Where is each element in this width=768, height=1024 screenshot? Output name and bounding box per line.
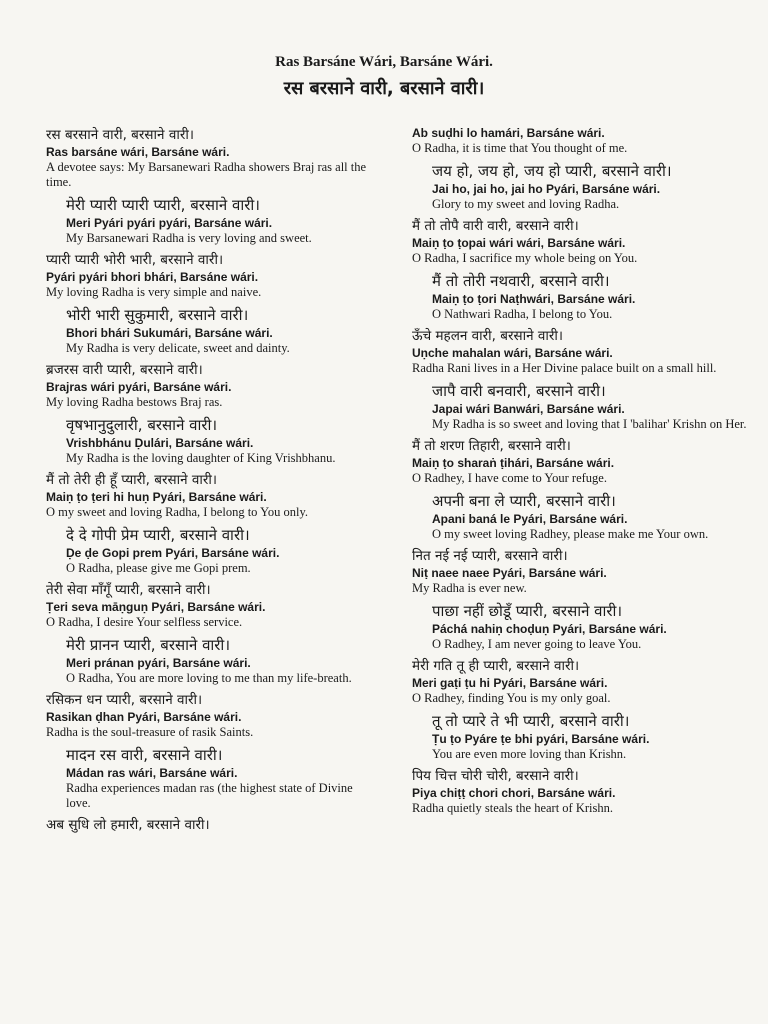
verse bbox=[412, 547, 762, 596]
verse-translation: My Barsanewari Radha is very loving and sweet. bbox=[66, 231, 312, 245]
verse-transliteration: Vrishbhánu Ḍulári, Barsáne wári. bbox=[66, 436, 254, 450]
verse-translation: Glory to my sweet and loving Radha. bbox=[432, 197, 620, 211]
verse-translation: O Nathwari Radha, I belong to You. bbox=[432, 307, 613, 321]
verse-translation: O Radha, You are more loving to me than my life-breath. bbox=[66, 671, 352, 685]
verse-transliteration: Meri Pyári pyári pyári, Barsáne wári. bbox=[66, 216, 273, 230]
verse-translation: A devotee says: My Barsanewari Radha showers Braj ras all the time. bbox=[46, 160, 367, 189]
verse-hindi: मैं तो तोरी नथवारी, बरसाने वारी। bbox=[432, 272, 610, 290]
verse-translation: My Radha is ever new. bbox=[412, 581, 527, 595]
verse-transliteration: Ras barsáne wári, Barsáne wári. bbox=[46, 145, 230, 159]
verse-hindi: मैं तो शरण तिहारी, बरसाने वारी। bbox=[412, 438, 571, 454]
page-title: Ras Barsáne Wári, Barsáne Wári. bbox=[275, 54, 493, 70]
verse-transliteration: Jai ho, jai ho, jai ho Pyári, Barsáne wári. bbox=[432, 182, 661, 196]
verse-translation: O my sweet and loving Radha, I belong to You only. bbox=[46, 505, 309, 519]
verse-translation: My loving Radha is very simple and naive. bbox=[46, 285, 262, 299]
verse-transliteration: Ṭeri seva māṇguṇ Pyári, Barsáne wári. bbox=[46, 600, 266, 614]
verse bbox=[46, 745, 376, 811]
verse-translation: My Radha is so sweet and loving that I 'balihar' Krishn on Her. bbox=[432, 417, 747, 431]
verse-translation: My Radha is the loving daughter of King Vrishbhanu. bbox=[66, 451, 336, 465]
verse-hindi: जय हो, जय हो, जय हो प्यारी, बरसाने वारी। bbox=[432, 162, 672, 180]
right-column bbox=[412, 126, 762, 821]
verse bbox=[412, 711, 762, 762]
verse-transliteration: Brajras wári pyári, Barsáne wári. bbox=[46, 380, 232, 394]
verse-translation: O Radha, it is time that You thought of me. bbox=[412, 141, 628, 155]
verse bbox=[46, 305, 376, 356]
verse-hindi: मैं तो तोपै वारी वारी, बरसाने वारी। bbox=[412, 218, 579, 234]
verse-transliteration: Maiṇ ṭo sharaṅ ṭihári, Barsáne wári. bbox=[412, 456, 615, 470]
verse-hindi: मेरी गति तू ही प्यारी, बरसाने वारी। bbox=[412, 658, 580, 674]
verse-transliteration: Ḍe ḍe Gopi prem Pyári, Barsáne wári. bbox=[66, 546, 280, 560]
left-column bbox=[46, 126, 376, 840]
verse bbox=[46, 816, 376, 835]
verse-hindi: तेरी सेवा माँगूँ प्यारी, बरसाने वारी। bbox=[46, 582, 211, 598]
verse-hindi: पाछा नहीं छोडूँ प्यारी, बरसाने वारी। bbox=[432, 602, 623, 620]
verse-translation: You are even more loving than Krishn. bbox=[432, 747, 627, 761]
verse-translation: Radha quietly steals the heart of Krishn. bbox=[412, 801, 613, 815]
verse bbox=[46, 471, 376, 520]
verse-transliteration: Bhori bhári Sukumári, Barsáne wári. bbox=[66, 326, 273, 340]
verse-hindi: अब सुधि लो हमारी, बरसाने वारी। bbox=[46, 817, 210, 833]
verse-transliteration: Japai wári Banwári, Barsáne wári. bbox=[432, 402, 625, 416]
verse bbox=[46, 251, 376, 300]
verse bbox=[412, 491, 762, 542]
verse-translation: O Radhey, I am never going to leave You. bbox=[432, 637, 642, 651]
verse bbox=[412, 271, 762, 322]
verse bbox=[412, 217, 762, 266]
verse-hindi: प्यारी प्यारी भोरी भारी, बरसाने वारी। bbox=[46, 252, 224, 268]
verse bbox=[412, 437, 762, 486]
verse bbox=[412, 126, 762, 156]
verse-transliteration: Apani baná le Pyári, Barsáne wári. bbox=[432, 512, 628, 526]
verse-translation: Radha Rani lives in a Her Divine palace built on a small hill. bbox=[412, 361, 717, 375]
verse bbox=[412, 657, 762, 706]
verse-hindi: रस बरसाने वारी, बरसाने वारी। bbox=[46, 127, 194, 143]
verse-transliteration: Meri pránan pyári, Barsáne wári. bbox=[66, 656, 251, 670]
verse-transliteration: Meri gaṭi ṭu hi Pyári, Barsáne wári. bbox=[412, 676, 608, 690]
verse bbox=[46, 195, 376, 246]
verse-hindi: रसिकन धन प्यारी, बरसाने वारी। bbox=[46, 692, 203, 708]
verse-hindi: नित नई नई प्यारी, बरसाने वारी। bbox=[412, 548, 568, 564]
verse-transliteration: Ṭu ṭo Pyáre ṭe bhi pyári, Barsáne wári. bbox=[432, 732, 650, 746]
verse-translation: My Radha is very delicate, sweet and dainty. bbox=[66, 341, 290, 355]
verse bbox=[46, 361, 376, 410]
verse-translation: O Radha, I desire Your selfless service. bbox=[46, 615, 243, 629]
verse-translation: O Radha, please give me Gopi prem. bbox=[66, 561, 251, 575]
verse-hindi: वृषभानुदुलारी, बरसाने वारी। bbox=[66, 416, 218, 434]
verse-transliteration: Rasikan ḍhan Pyári, Barsáne wári. bbox=[46, 710, 242, 724]
verse bbox=[46, 691, 376, 740]
verse-transliteration: Pyári pyári bhori bhári, Barsáne wári. bbox=[46, 270, 259, 284]
verse-transliteration: Maiṇ ṭo ṭeri hi huṇ Pyári, Barsáne wári. bbox=[46, 490, 267, 504]
page-title-hindi: रस बरसाने वारी, बरसाने वारी। bbox=[283, 78, 485, 99]
verse-hindi: भोरी भारी सुकुमारी, बरसाने वारी। bbox=[66, 306, 249, 324]
verse bbox=[46, 635, 376, 686]
verse-hindi: पिय चित्त चोरी चोरी, बरसाने वारी। bbox=[412, 768, 579, 784]
verse bbox=[46, 415, 376, 466]
verse-translation: Radha is the soul-treasure of rasik Saints. bbox=[46, 725, 254, 739]
verse-transliteration: Uṇche mahalan wári, Barsáne wári. bbox=[412, 346, 613, 360]
verse-hindi: तू तो प्यारे ते भी प्यारी, बरसाने वारी। bbox=[432, 712, 630, 730]
verse bbox=[46, 581, 376, 630]
verse bbox=[412, 381, 762, 432]
verse bbox=[412, 161, 762, 212]
verse-transliteration: Niṭ naee naee Pyári, Barsáne wári. bbox=[412, 566, 607, 580]
verse-transliteration: Piya chiṭṭ chori chori, Barsáne wári. bbox=[412, 786, 616, 800]
verse bbox=[46, 525, 376, 576]
verse-hindi: ब्रजरस वारी प्यारी, बरसाने वारी। bbox=[46, 362, 203, 378]
verse-translation: O Radha, I sacrifice my whole being on You. bbox=[412, 251, 638, 265]
verse-hindi: मेरी प्रानन प्यारी, बरसाने वारी। bbox=[66, 636, 231, 654]
verse bbox=[412, 601, 762, 652]
verse-transliteration: Páchá nahiṇ choḍuṇ Pyári, Barsáne wári. bbox=[432, 622, 667, 636]
verse-hindi: जापै वारी बनवारी, बरसाने वारी। bbox=[432, 382, 606, 400]
verse-translation: O Radhey, I have come to Your refuge. bbox=[412, 471, 607, 485]
verse-translation: O my sweet loving Radhey, please make me Your own. bbox=[432, 527, 709, 541]
verse bbox=[412, 767, 762, 816]
verse bbox=[412, 327, 762, 376]
verse-transliteration: Ab suḍhi lo hamári, Barsáne wári. bbox=[412, 126, 605, 140]
verse-transliteration: Maiṇ ṭo ṭopai wári wári, Barsáne wári. bbox=[412, 236, 626, 250]
verse-hindi: मादन रस वारी, बरसाने वारी। bbox=[66, 746, 223, 764]
verse-transliteration: Maiṇ ṭo ṭori Naṭhwári, Barsáne wári. bbox=[432, 292, 636, 306]
verse-hindi: मैं तो तेरी ही हूँ प्यारी, बरसाने वारी। bbox=[46, 472, 218, 488]
verse-transliteration: Mádan ras wári, Barsáne wári. bbox=[66, 766, 238, 780]
verse-hindi: ऊँचे महलन वारी, बरसाने वारी। bbox=[412, 328, 564, 344]
verse-translation: My loving Radha bestows Braj ras. bbox=[46, 395, 223, 409]
verse-hindi: दे दे गोपी प्रेम प्यारी, बरसाने वारी। bbox=[66, 526, 250, 544]
verse-hindi: अपनी बना ले प्यारी, बरसाने वारी। bbox=[432, 492, 616, 510]
verse-translation: Radha experiences madan ras (the highest state of Divine love. bbox=[66, 781, 353, 810]
verse bbox=[46, 126, 376, 190]
verse-translation: O Radhey, finding You is my only goal. bbox=[412, 691, 611, 705]
verse-hindi: मेरी प्यारी प्यारी प्यारी, बरसाने वारी। bbox=[66, 196, 260, 214]
